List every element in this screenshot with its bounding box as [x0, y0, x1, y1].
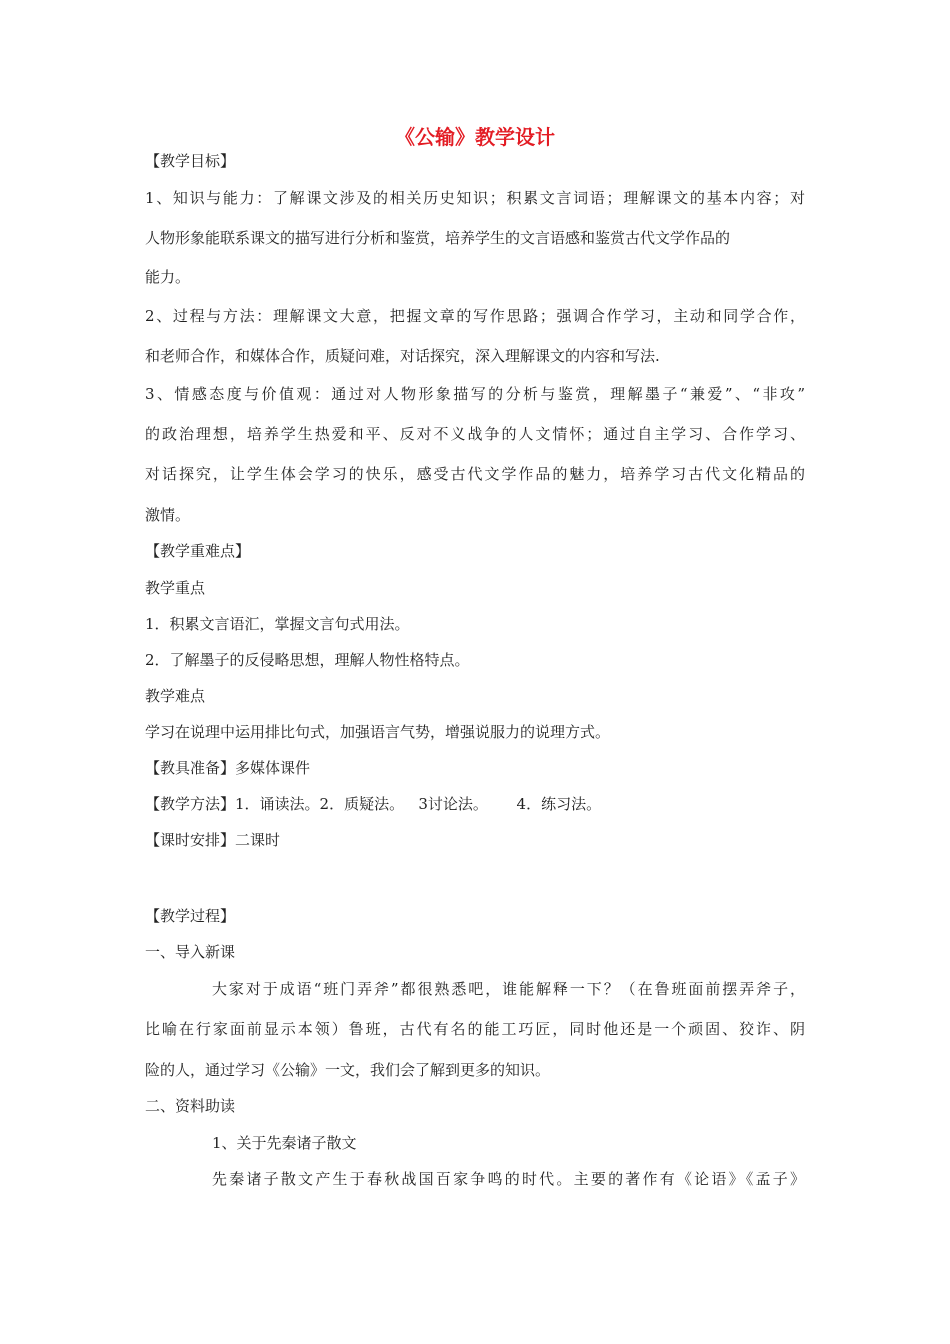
intro-para-line-2: 比喻在行家面前显示本领）鲁班，古代有名的能工巧匠，同时他还是一个顽固、狡诈、阴: [145, 1020, 805, 1038]
step-1-heading: 一、导入新课: [145, 943, 236, 961]
goal-3-line-2: 的政治理想，培养学生热爱和平、反对不义战争的人文情怀；通过自主学习、合作学习、: [145, 425, 805, 443]
step-2-subheading: 1、关于先秦诸子散文: [212, 1134, 357, 1152]
tools-line: 【教具准备】多媒体课件: [145, 759, 311, 777]
goal-2-line-1: 2、过程与方法：理解课文大意，把握文章的写作思路；强调合作学习，主动和同学合作，: [145, 307, 805, 325]
key-point-1: 1．积累文言语汇，掌握文言句式用法。: [145, 615, 410, 633]
goal-1-line-3: 能力。: [145, 268, 191, 286]
goal-1-line-2: 人物形象能联系课文的描写进行分析和鉴赏，培养学生的文言语感和鉴赏古代文学作品的: [145, 229, 731, 247]
key-point-2: 2．了解墨子的反侵略思想，理解人物性格特点。: [145, 651, 470, 669]
document-title: 《公输》教学设计: [395, 125, 555, 149]
section-heading-goals: 【教学目标】: [145, 152, 236, 170]
section-heading-keypoints: 【教学重难点】: [145, 542, 251, 560]
difficulty-point: 学习在说理中运用排比句式，加强语言气势，增强说服力的说理方式。: [145, 723, 611, 741]
goal-2-line-2: 和老师合作，和媒体合作，质疑问难，对话探究，深入理解课文的内容和写法.: [145, 347, 660, 365]
subheading-key: 教学重点: [145, 579, 206, 597]
intro-para-line-1: 大家对于成语“班门弄斧”都很熟悉吧，谁能解释一下？（在鲁班面前摆弄斧子，: [212, 980, 805, 998]
intro-para-line-3: 险的人，通过学习《公输》一文，我们会了解到更多的知识。: [145, 1061, 551, 1079]
prose-para-line-1: 先秦诸子散文产生于春秋战国百家争鸣的时代。主要的著作有《论语》《孟子》: [212, 1170, 805, 1188]
goal-1-line-1: 1、知识与能力：了解课文涉及的相关历史知识；积累文言词语；理解课文的基本内容；对: [145, 189, 805, 207]
methods-line: 【教学方法】1．诵读法。2．质疑法。 3讨论法。 4．练习法。: [145, 795, 602, 813]
goal-3-line-4: 激情。: [145, 506, 191, 524]
schedule-line: 【课时安排】二课时: [145, 831, 281, 849]
goal-3-line-3: 对话探究，让学生体会学习的快乐，感受古代文学作品的魅力，培养学习古代文化精品的: [145, 465, 805, 483]
step-2-heading: 二、资料助读: [145, 1097, 236, 1115]
goal-3-line-1: 3、情感态度与价值观：通过对人物形象描写的分析与鉴赏，理解墨子“兼爱”、“非攻”: [145, 385, 805, 403]
section-heading-process: 【教学过程】: [145, 907, 236, 925]
subheading-difficulty: 教学难点: [145, 687, 206, 705]
